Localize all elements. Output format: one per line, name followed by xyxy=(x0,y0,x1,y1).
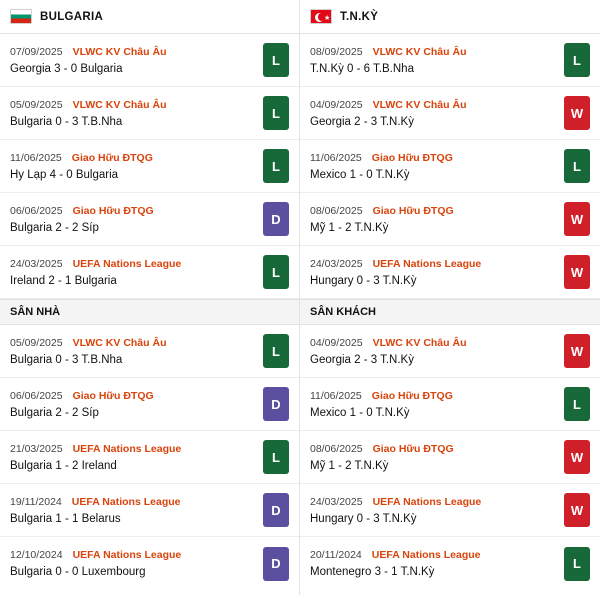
match-competition: VLWC KV Châu Âu xyxy=(72,98,167,111)
match-date: 19/11/2024 xyxy=(10,495,62,508)
team-header-away xyxy=(300,0,600,34)
match-info xyxy=(310,46,564,75)
match-competition: UEFA Nations League xyxy=(71,495,181,508)
match-date: 11/06/2025 xyxy=(310,389,362,402)
match-info xyxy=(310,443,564,472)
match-meta xyxy=(310,496,564,508)
match-result-badge: W xyxy=(564,202,590,236)
match-row[interactable] xyxy=(300,378,600,431)
match-meta xyxy=(310,99,564,111)
match-date: 21/03/2025 xyxy=(10,442,63,455)
match-result-badge: L xyxy=(263,43,289,77)
match-score: Bulgaria 1 - 1 Belarus xyxy=(10,512,121,525)
match-meta xyxy=(10,46,263,58)
match-date: 06/06/2025 xyxy=(10,204,63,217)
match-competition: VLWC KV Châu Âu xyxy=(372,336,467,349)
match-result-badge: D xyxy=(263,202,289,236)
match-row[interactable] xyxy=(300,140,600,193)
match-competition: UEFA Nations League xyxy=(372,257,482,270)
match-score: Mexico 1 - 0 T.N.Kỳ xyxy=(310,406,410,419)
match-result-badge: D xyxy=(263,493,289,527)
match-score: Georgia 2 - 3 T.N.Kỳ xyxy=(310,353,414,366)
match-date: 12/10/2024 xyxy=(10,549,63,561)
match-row[interactable] xyxy=(0,378,299,431)
match-competition: VLWC KV Châu Âu xyxy=(72,336,167,349)
match-meta xyxy=(10,205,263,217)
match-info xyxy=(10,337,263,366)
match-score: Bulgaria 0 - 3 T.B.Nha xyxy=(10,115,123,128)
match-score: Hungary 0 - 3 T.N.Kỳ xyxy=(310,512,417,525)
match-competition: Giao Hữu ĐTQG xyxy=(371,389,453,402)
team-header-home xyxy=(0,0,299,34)
match-date: 08/09/2025 xyxy=(310,45,363,58)
match-competition: Giao Hữu ĐTQG xyxy=(72,204,154,217)
match-competition: UEFA Nations League xyxy=(371,549,481,561)
match-meta xyxy=(310,258,564,270)
match-row[interactable] xyxy=(0,34,299,87)
match-score: Bulgaria 0 - 0 Luxembourg xyxy=(10,566,146,578)
match-meta xyxy=(310,443,564,455)
match-info xyxy=(10,152,263,181)
match-meta xyxy=(10,549,263,561)
match-result-badge: D xyxy=(263,547,289,581)
match-info xyxy=(310,496,564,525)
match-row[interactable] xyxy=(0,140,299,193)
match-meta xyxy=(10,443,263,455)
match-date: 24/03/2025 xyxy=(310,257,363,270)
match-score: Georgia 3 - 0 Bulgaria xyxy=(10,62,123,75)
match-competition: Giao Hữu ĐTQG xyxy=(71,151,153,164)
match-result-badge: W xyxy=(564,493,590,527)
match-row[interactable] xyxy=(0,325,299,378)
match-row[interactable] xyxy=(300,87,600,140)
match-row[interactable] xyxy=(300,246,600,299)
match-info xyxy=(310,258,564,287)
match-score: Georgia 2 - 3 T.N.Kỳ xyxy=(310,115,414,128)
match-date: 11/06/2025 xyxy=(310,151,362,164)
match-date: 04/09/2025 xyxy=(310,98,363,111)
match-result-badge: L xyxy=(564,387,590,421)
match-score: Mỹ 1 - 2 T.N.Kỳ xyxy=(310,221,389,234)
match-info xyxy=(10,258,263,287)
match-info xyxy=(10,496,263,525)
match-meta xyxy=(310,549,564,561)
match-score: T.N.Kỳ 0 - 6 T.B.Nha xyxy=(310,62,414,75)
match-row[interactable] xyxy=(0,193,299,246)
match-info xyxy=(10,549,263,578)
match-date: 24/03/2025 xyxy=(310,495,363,508)
match-info xyxy=(310,390,564,419)
match-info xyxy=(10,46,263,75)
match-competition: Giao Hữu ĐTQG xyxy=(372,204,454,217)
match-meta xyxy=(10,99,263,111)
match-row[interactable] xyxy=(0,431,299,484)
match-row[interactable] xyxy=(300,484,600,537)
match-date: 08/06/2025 xyxy=(310,204,363,217)
match-meta xyxy=(310,205,564,217)
match-info xyxy=(310,205,564,234)
match-row[interactable] xyxy=(300,537,600,590)
match-row[interactable] xyxy=(300,193,600,246)
bulgaria-flag-icon xyxy=(10,9,32,24)
match-result-badge: L xyxy=(263,334,289,368)
match-row[interactable] xyxy=(0,87,299,140)
match-competition: Giao Hữu ĐTQG xyxy=(372,442,454,455)
match-date: 20/11/2024 xyxy=(310,549,362,561)
match-result-badge: W xyxy=(564,96,590,130)
match-info xyxy=(10,443,263,472)
match-result-badge: L xyxy=(564,43,590,77)
team-name-away: T.N.KỲ xyxy=(340,10,379,23)
match-meta xyxy=(10,152,263,164)
match-meta xyxy=(10,390,263,402)
match-info xyxy=(10,390,263,419)
match-score: Ireland 2 - 1 Bulgaria xyxy=(10,274,117,287)
match-meta xyxy=(310,152,564,164)
match-result-badge: D xyxy=(263,387,289,421)
section-header-away-ground: SÂN KHÁCH xyxy=(300,299,600,325)
match-score: Bulgaria 2 - 2 Síp xyxy=(10,406,99,419)
star-shape: ★ xyxy=(324,14,331,22)
match-row[interactable] xyxy=(0,537,299,590)
match-meta xyxy=(310,390,564,402)
match-competition: UEFA Nations League xyxy=(72,257,182,270)
match-date: 05/09/2025 xyxy=(10,98,63,111)
match-score: Hy Lạp 4 - 0 Bulgaria xyxy=(10,168,119,181)
match-result-badge: L xyxy=(263,149,289,183)
match-meta xyxy=(10,496,263,508)
team-column-away xyxy=(300,0,600,595)
match-competition: UEFA Nations League xyxy=(72,442,182,455)
match-date: 07/09/2025 xyxy=(10,45,63,58)
match-result-badge: W xyxy=(564,440,590,474)
match-competition: VLWC KV Châu Âu xyxy=(372,98,467,111)
match-row[interactable] xyxy=(300,431,600,484)
match-info xyxy=(310,152,564,181)
match-result-badge: W xyxy=(564,255,590,289)
match-info xyxy=(310,337,564,366)
match-info xyxy=(310,549,564,578)
match-row[interactable] xyxy=(300,325,600,378)
match-score: Mỹ 1 - 2 T.N.Kỳ xyxy=(310,459,389,472)
match-date: 05/09/2025 xyxy=(10,336,63,349)
match-score: Hungary 0 - 3 T.N.Kỳ xyxy=(310,274,417,287)
match-result-badge: L xyxy=(263,440,289,474)
team-name-home: BULGARIA xyxy=(40,10,104,23)
match-result-badge: L xyxy=(263,96,289,130)
match-row[interactable] xyxy=(0,484,299,537)
match-result-badge: W xyxy=(564,334,590,368)
match-result-badge: L xyxy=(564,149,590,183)
match-row[interactable] xyxy=(300,34,600,87)
match-date: 04/09/2025 xyxy=(310,336,363,349)
match-competition: UEFA Nations League xyxy=(72,549,182,561)
match-info xyxy=(10,205,263,234)
match-score: Bulgaria 2 - 2 Síp xyxy=(10,221,99,234)
match-result-badge: L xyxy=(263,255,289,289)
match-date: 24/03/2025 xyxy=(10,257,63,270)
match-meta xyxy=(310,337,564,349)
match-score: Mexico 1 - 0 T.N.Kỳ xyxy=(310,168,410,181)
section-header-home-ground: SÂN NHÀ xyxy=(0,299,299,325)
match-date: 06/06/2025 xyxy=(10,389,63,402)
match-info xyxy=(310,99,564,128)
match-competition: UEFA Nations League xyxy=(372,495,482,508)
match-competition: VLWC KV Châu Âu xyxy=(72,45,167,58)
match-meta xyxy=(10,258,263,270)
match-date: 08/06/2025 xyxy=(310,442,363,455)
match-competition: Giao Hữu ĐTQG xyxy=(371,151,453,164)
match-result-badge: L xyxy=(564,547,590,581)
match-row[interactable] xyxy=(0,246,299,299)
match-score: Bulgaria 0 - 3 T.B.Nha xyxy=(10,353,123,366)
turkey-flag-icon xyxy=(310,9,332,24)
match-meta xyxy=(10,337,263,349)
match-competition: VLWC KV Châu Âu xyxy=(372,45,467,58)
match-score: Bulgaria 1 - 2 Ireland xyxy=(10,459,117,472)
match-date: 11/06/2025 xyxy=(10,151,62,164)
match-meta xyxy=(310,46,564,58)
match-info xyxy=(10,99,263,128)
match-score: Montenegro 3 - 1 T.N.Kỳ xyxy=(310,566,435,578)
match-competition: Giao Hữu ĐTQG xyxy=(72,389,154,402)
